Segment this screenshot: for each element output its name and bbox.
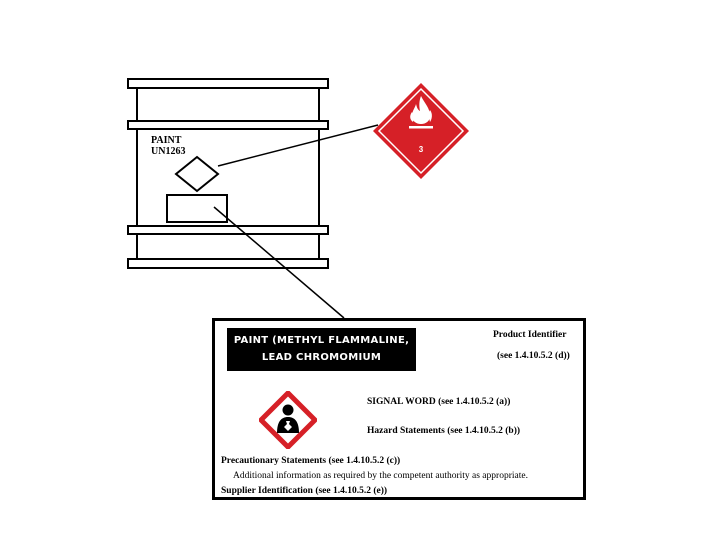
- hazard-label-panel: [212, 318, 586, 500]
- drum-bottom-rim: [128, 259, 328, 268]
- precautionary-statements-label: Precautionary Statements (see 1.4.10.5.2 (c)): [221, 456, 401, 466]
- drum-body: [137, 86, 319, 266]
- drum: [128, 79, 328, 268]
- product-name-line1: PAINT (METHYL FLAMMALINE,: [233, 335, 410, 346]
- additional-info-text: Additional information as required by the competent authority as appropriate.: [233, 471, 528, 481]
- ghs-pictogram: [259, 391, 317, 449]
- product-identifier-label: Product Identifier: [493, 330, 567, 340]
- placard-class-number: 3: [418, 145, 424, 154]
- product-identifier-ref: (see 1.4.10.5.2 (d)): [497, 351, 570, 361]
- product-name-box: [227, 328, 416, 371]
- hazard-statements-label: Hazard Statements (see 1.4.10.5.2 (b)): [367, 426, 521, 436]
- class-3-placard: [373, 83, 469, 179]
- drum-text-line2: UN1263: [151, 146, 186, 157]
- drum-top-rim: [128, 79, 328, 88]
- signal-word-label: SIGNAL WORD (see 1.4.10.5.2 (a)): [367, 397, 511, 407]
- drum-upper-ring: [128, 121, 328, 129]
- drum-lower-ring: [128, 226, 328, 234]
- drum-label-marker: [167, 195, 227, 222]
- drum-text-line1: PAINT: [151, 135, 182, 146]
- product-name-line2: LEAD CHROMOMIUM: [261, 352, 382, 363]
- supplier-identification-label: Supplier Identification (see 1.4.10.5.2 (e)): [221, 486, 388, 496]
